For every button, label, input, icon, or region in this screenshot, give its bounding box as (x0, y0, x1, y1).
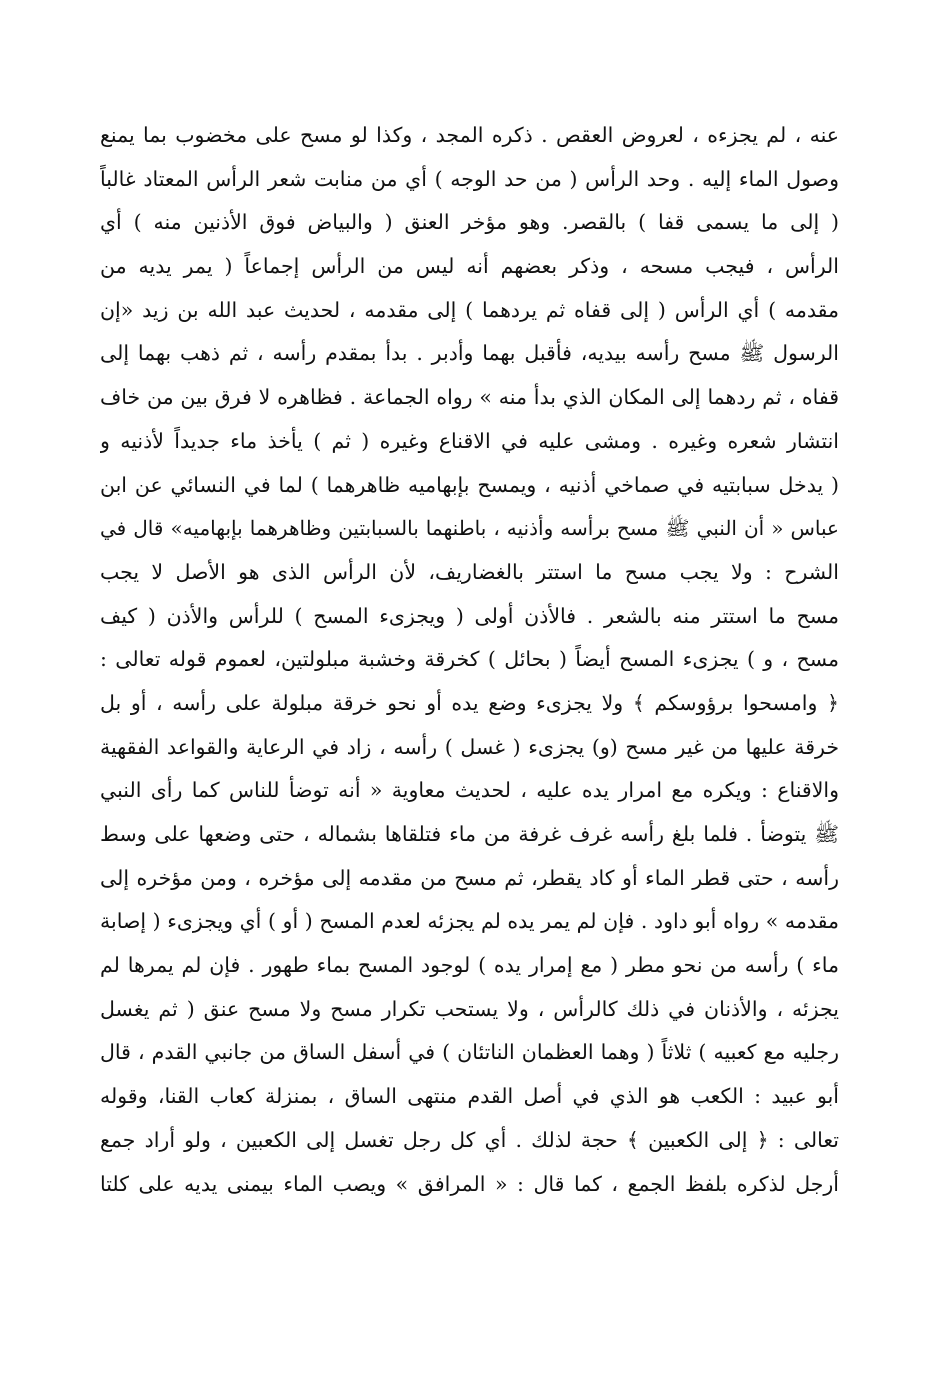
text-line: عنه ، لم يجزءه ، لعروض العقص . ذكره المجد ، وكذا لو مسح على مخضوب بما يمنع (100, 123, 839, 147)
body-text (100, 114, 839, 1206)
text-line: الرسول ﷺ مسح رأسه بيديه، فأقبل بهما وأدبر . بدأ بمقدم رأسه ، ثم ذهب بهما إلى (100, 341, 839, 366)
text-line: مقدمه ) أي الرأس ( إلى قفاه ثم يردهما ) إلى مقدمه ، لحديث عبد الله بن زيد «إن (100, 297, 839, 322)
text-line: ( يدخل سبابتيه في صماخي أذنيه ، ويمسح بإبهاميه ظاهرهما ) لما في النسائي عن ابن (100, 472, 839, 497)
text-line: ماء ) رأسه من نحو مطر ( مع إمرار يده ) لوجود المسح بماء طهور . فإن لم يمرها لم (100, 953, 839, 978)
text-line: يجزئه ، والأذنان في ذلك كالرأس ، ولا يستحب تكرار مسح ولا مسح عنق ( ثم يغسل (100, 996, 839, 1021)
text-line: ﷺ يتوضأ . فلما بلغ رأسه غرف غرفة من ماء فتلقاها بشماله ، حتى وضعها على وسط (100, 822, 839, 846)
text-line: مسح ما استتر منه بالشعر . فالأذن أولى ( ويجزىء المسح ) للرأس والأذن ( كيف (100, 603, 839, 628)
text-line: رأسه ، حتى قطر الماء أو كاد يقطر، ثم مسح من مقدمه إلى مؤخره ، ومن مؤخره إلى (100, 865, 839, 890)
text-line: عباس « أن النبي ﷺ مسح برأسه وأذنيه ، باطنهما بالسبابتين وظاهرهما بإبهاميه» قال في (100, 516, 839, 541)
text-line: أبو عبيد : الكعب هو الذي في أصل القدم منتهى الساق ، بمنزلة كعاب القنا، وقوله (100, 1084, 839, 1109)
text-line: مسح ، و ) يجزىء المسح أيضاً ( بحائل ) كخرقة وخشبة مبلولتين، لعموم قوله تعالى : (100, 647, 839, 672)
text-line: الرأس ، فيجب مسحه ، وذكر بعضهم أنه ليس من الرأس إجماعاً ( يمر يديه من (100, 254, 839, 279)
text-line: خرقة عليها من غير مسح (و) يجزىء ( غسل ) رأسه ، زاد في الرعاية والقواعد الفقهية (100, 734, 839, 759)
text-line: مقدمه » رواه أبو داود . فإن لم يمر يده لم يجزئه لعدم المسح ( أو ) أي ويجزىء ( إصابة (100, 909, 839, 934)
text-line: والاقناع : ويكره مع امرار يده عليه ، لحديث معاوية « أنه توضأ للناس كما رأى النبي (100, 778, 839, 803)
text-line: الشرح : ولا يجب مسح ما استتر بالغضاريف، لأن الرأس الذى هو الأصل لا يجب (100, 559, 839, 584)
text-line: انتشار شعره وغيره . ومشى عليه في الاقناع وغيره ( ثم ) يأخذ ماء جديداً لأذنيه و (100, 428, 839, 453)
text-line: أرجل لذكره بلفظ الجمع ، كما قال : « المرافق » ويصب الماء بيمنى يديه على كلتا (100, 1171, 839, 1196)
text-line: قفاه ، ثم ردهما إلى المكان الذي بدأ منه » رواه الجماعة . فظاهره لا فرق بين من خاف (100, 385, 839, 410)
text-line: وصول الماء إليه . وحد الرأس ( من حد الوجه ) أي من منابت شعر الرأس المعتاد غالباً (100, 166, 839, 191)
text-line: ﴿ وامسحوا برؤوسكم ﴾ ولا يجزىء وضع يده أو نحو خرقة مبلولة على رأسه ، أو بل (100, 690, 839, 715)
text-line: تعالى : ﴿ إلى الكعبين ﴾ حجة لذلك . أي كل رجل تغسل إلى الكعبين ، ولو أراد جمع (100, 1127, 839, 1152)
text-line: ( إلى ما يسمى قفا ) بالقصر. وهو مؤخر العنق ( والبياض فوق الأذنين منه ) أي (100, 210, 839, 235)
text-line: رجليه مع كعبيه ) ثلاثاً ( وهما العظمان الناتئان ) في أسفل الساق من جانبي القدم ، قال (100, 1040, 839, 1065)
